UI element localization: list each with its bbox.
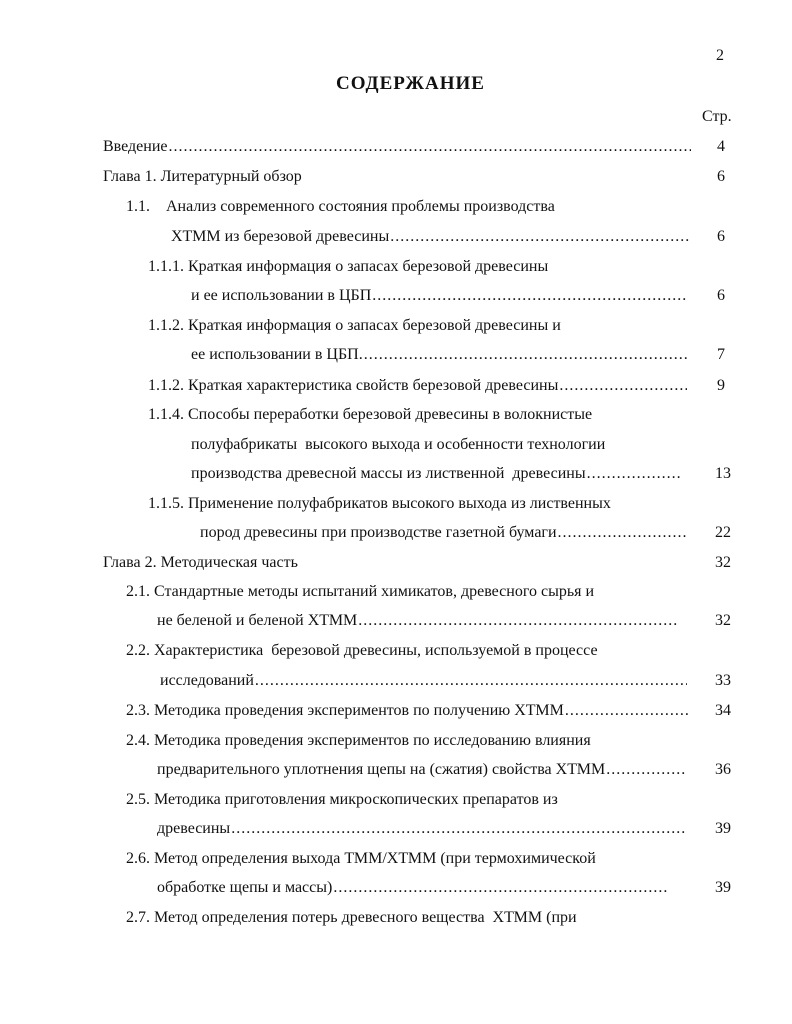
toc-entry[interactable]: 1.1.5. Применение полуфабрикатов высокого выхода из лиственных: [148, 495, 611, 512]
toc-entry[interactable]: и ее использовании в ЦБП .....: [191, 286, 687, 306]
page-number: 2: [716, 47, 724, 64]
toc-page-number: 32: [715, 554, 731, 571]
toc-entry[interactable]: обработке щепы и массы) .....: [157, 878, 669, 898]
toc-entry[interactable]: 2.7. Метод определения потерь древесного вещества ХТММ (при: [126, 909, 577, 926]
toc-entry[interactable]: 1.1.4. Способы переработки березовой древесины в волокнистые: [148, 406, 593, 423]
toc-entry[interactable]: Глава 1. Литературный обзор: [103, 168, 302, 185]
toc-page-number: 34: [715, 702, 731, 719]
toc-page-number: 39: [715, 879, 731, 896]
toc-entry[interactable]: производства древесной массы из лиственной древесины .....: [191, 464, 681, 484]
toc-entry[interactable]: 1.1.2. Краткая характеристика свойств березовой древесины .....: [148, 376, 687, 396]
toc-entry[interactable]: 2.1. Стандартные методы испытаний химикатов, древесного сырья и: [126, 583, 595, 600]
toc-entry[interactable]: Глава 2. Методическая часть: [103, 554, 298, 571]
toc-page-number: 13: [715, 465, 731, 482]
toc-page-number: 6: [717, 287, 725, 304]
toc-page-number: 4: [717, 138, 725, 155]
page-title: СОДЕРЖАНИЕ: [336, 73, 485, 94]
toc-entry[interactable]: пород древесины при производстве газетной бумаги .....: [200, 523, 687, 543]
toc-entry[interactable]: ХТММ из березовой древесины .....: [171, 227, 689, 247]
toc-page-number: 36: [715, 761, 731, 778]
toc-entry[interactable]: 2.2. Характеристика березовой древесины, используемой в процессе: [126, 642, 598, 659]
toc-entry[interactable]: 1.1.1. Краткая информация о запасах березовой древесины: [148, 258, 549, 275]
toc-page-number: 6: [717, 168, 725, 185]
toc-entry[interactable]: предварительного уплотнения щепы на (сжатия) свойства ХТММ .....: [157, 760, 687, 780]
toc-entry[interactable]: ее использовании в ЦБП. .....: [191, 345, 687, 365]
toc-entry[interactable]: 2.5. Методика приготовления микроскопических препаратов из: [126, 791, 558, 808]
toc-entry[interactable]: древесины .....: [157, 819, 685, 839]
toc-entry[interactable]: 2.3. Методика проведения экспериментов по получению ХТММ .....: [126, 701, 691, 721]
toc-entry[interactable]: исследований .....: [160, 671, 687, 691]
toc-entry[interactable]: полуфабрикаты высокого выхода и особенности технологии: [191, 436, 606, 453]
toc-entry[interactable]: не беленой и беленой ХТММ .....: [157, 611, 677, 631]
toc-page-number: 39: [715, 820, 731, 837]
toc-page-number: 32: [715, 612, 731, 629]
toc-page-number: 9: [717, 377, 725, 394]
toc-entry[interactable]: 2.4. Методика проведения экспериментов по исследованию влияния: [126, 732, 591, 749]
toc-entry[interactable]: 2.6. Метод определения выхода ТММ/ХТММ (при термохимической: [126, 850, 596, 867]
page-column-header: Стр.: [702, 108, 732, 125]
toc-page-number: 33: [715, 672, 731, 689]
toc-entry[interactable]: 1.1.2. Краткая информация о запасах березовой древесины и: [148, 317, 561, 334]
toc-page-number: 7: [717, 346, 725, 363]
toc-entry[interactable]: 1.1. Анализ современного состояния проблемы производства: [126, 198, 555, 215]
toc-page-number: 22: [715, 524, 731, 541]
toc-entry[interactable]: Введение .....: [103, 137, 691, 157]
toc-page-number: 6: [717, 228, 725, 245]
